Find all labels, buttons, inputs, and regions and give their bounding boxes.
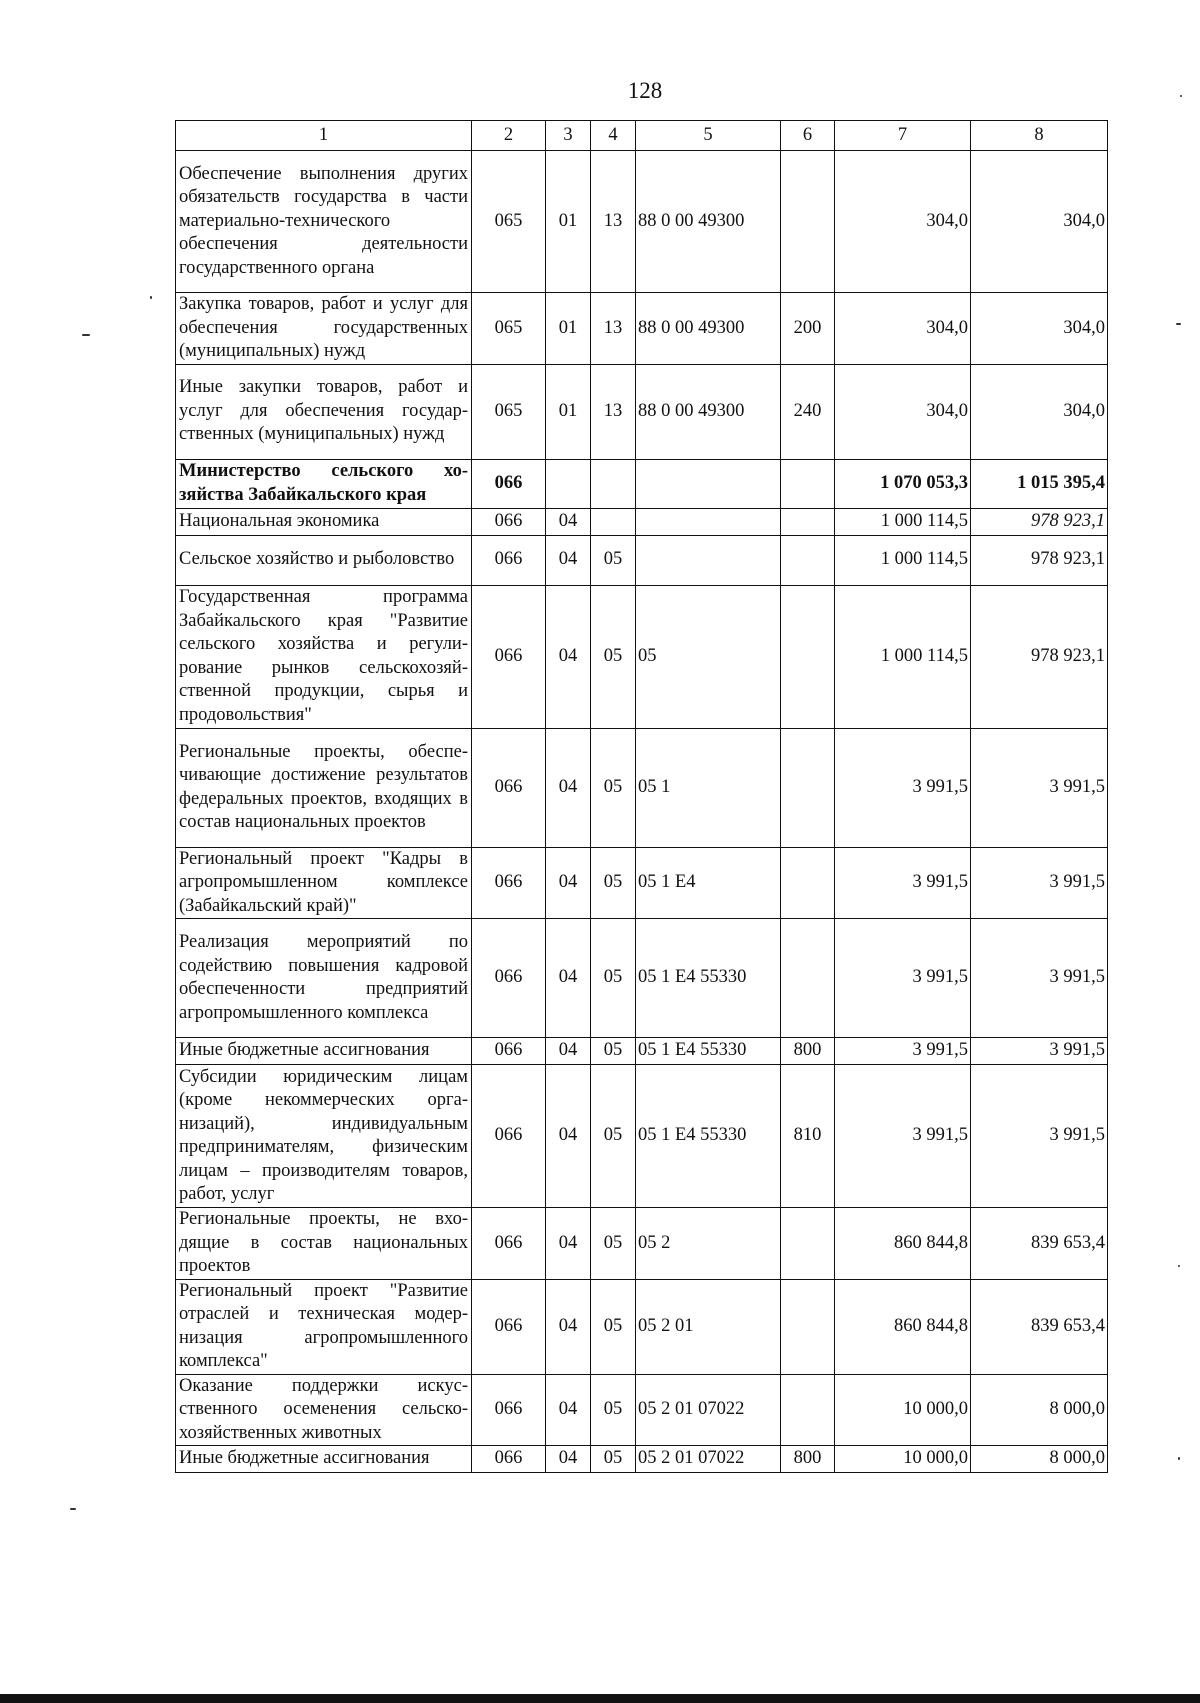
row-subsection-code: 13 <box>591 364 636 459</box>
scan-speck <box>1176 323 1181 325</box>
row-amount-col8: 3 991,5 <box>971 1038 1108 1065</box>
row-amount-col8: 304,0 <box>971 151 1108 293</box>
row-expense-type <box>781 535 835 585</box>
row-ministry-code: 066 <box>472 847 546 919</box>
row-expense-type: 200 <box>781 293 835 365</box>
row-subsection-code: 05 <box>591 1374 636 1446</box>
row-subsection-code: 13 <box>591 293 636 365</box>
row-name: Государственная программа Забайкальского края "Развитие сельского хозяйства и регулирование рынков сельскохозяйственной продукции, сырья и продовольствия" <box>176 585 472 728</box>
row-amount-col7: 3 991,5 <box>835 1065 971 1208</box>
row-amount-col7: 10 000,0 <box>835 1446 971 1473</box>
row-name: Обеспечение выполнения других обязательств государства в части материально-технического обеспечения деятельности государственного органа <box>176 151 472 293</box>
row-subsection-code: 13 <box>591 151 636 293</box>
budget-table <box>175 120 1108 1473</box>
row-amount-col8: 304,0 <box>971 293 1108 365</box>
row-subsection-code: 05 <box>591 1446 636 1473</box>
scan-speck <box>70 1508 76 1510</box>
row-ministry-code: 066 <box>472 535 546 585</box>
row-expense-type <box>781 459 835 508</box>
row-subsection-code: 05 <box>591 728 636 847</box>
row-ministry-code: 066 <box>472 508 546 535</box>
table-row <box>176 293 1108 365</box>
column-header-4: 4 <box>591 121 636 151</box>
table-row <box>176 585 1108 728</box>
row-ministry-code: 065 <box>472 364 546 459</box>
row-amount-col7: 304,0 <box>835 364 971 459</box>
row-amount-col7: 3 991,5 <box>835 919 971 1038</box>
row-subsection-code <box>591 459 636 508</box>
row-ministry-code: 066 <box>472 1038 546 1065</box>
row-section-code: 04 <box>546 1374 591 1446</box>
row-ministry-code: 066 <box>472 1279 546 1374</box>
row-subsection-code: 05 <box>591 535 636 585</box>
row-amount-col8: 3 991,5 <box>971 1065 1108 1208</box>
row-target-article: 05 1 Е4 55330 <box>636 1065 781 1208</box>
row-amount-col8: 3 991,5 <box>971 728 1108 847</box>
row-section-code: 04 <box>546 847 591 919</box>
column-header-6: 6 <box>781 121 835 151</box>
row-section-code: 04 <box>546 919 591 1038</box>
row-subsection-code: 05 <box>591 1065 636 1208</box>
row-expense-type: 810 <box>781 1065 835 1208</box>
row-amount-col7: 10 000,0 <box>835 1374 971 1446</box>
row-ministry-code: 066 <box>472 459 546 508</box>
row-name: Реализация мероприятий по содействию повышения кадровой обеспеченности предприятий агропромышленного комплекса <box>176 919 472 1038</box>
column-header-5: 5 <box>636 121 781 151</box>
row-expense-type <box>781 151 835 293</box>
row-ministry-code: 066 <box>472 919 546 1038</box>
row-expense-type <box>781 1374 835 1446</box>
row-target-article: 88 0 00 49300 <box>636 293 781 365</box>
column-header-1: 1 <box>176 121 472 151</box>
row-expense-type <box>781 1279 835 1374</box>
row-subsection-code <box>591 508 636 535</box>
row-expense-type <box>781 847 835 919</box>
row-subsection-code: 05 <box>591 919 636 1038</box>
row-amount-col7: 1 000 114,5 <box>835 535 971 585</box>
table-header-row <box>176 121 1108 151</box>
table-row <box>176 364 1108 459</box>
table-row <box>176 1065 1108 1208</box>
row-target-article: 05 1 Е4 55330 <box>636 919 781 1038</box>
row-target-article: 05 2 01 07022 <box>636 1446 781 1473</box>
row-section-code <box>546 459 591 508</box>
table-row <box>176 508 1108 535</box>
row-section-code: 04 <box>546 1446 591 1473</box>
row-subsection-code: 05 <box>591 1208 636 1280</box>
row-target-article <box>636 459 781 508</box>
row-section-code: 04 <box>546 585 591 728</box>
row-ministry-code: 066 <box>472 1374 546 1446</box>
table-row <box>176 459 1108 508</box>
row-amount-col8: 8 000,0 <box>971 1446 1108 1473</box>
row-amount-col8: 8 000,0 <box>971 1374 1108 1446</box>
table-row <box>176 1208 1108 1280</box>
table-row <box>176 1038 1108 1065</box>
row-name: Национальная экономика <box>176 508 472 535</box>
row-amount-col7: 1 070 053,3 <box>835 459 971 508</box>
table-row <box>176 1446 1108 1473</box>
row-section-code: 04 <box>546 728 591 847</box>
row-amount-col8: 304,0 <box>971 364 1108 459</box>
column-header-3: 3 <box>546 121 591 151</box>
row-section-code: 04 <box>546 535 591 585</box>
scan-bottom-edge <box>0 1694 1200 1703</box>
row-target-article: 05 1 Е4 <box>636 847 781 919</box>
row-name: Региональные проекты, обеспечивающие достижение результатов федеральных проектов, входящих в состав национальных проектов <box>176 728 472 847</box>
row-amount-col8: 978 923,1 <box>971 508 1108 535</box>
row-ministry-code: 066 <box>472 728 546 847</box>
row-name: Иные закупки товаров, работ и услуг для обеспечения государственных (муниципальных) нужд <box>176 364 472 459</box>
column-header-2: 2 <box>472 121 546 151</box>
scan-speck <box>1178 1457 1180 1460</box>
row-ministry-code: 066 <box>472 1208 546 1280</box>
row-name: Оказание поддержки искусственного осеменения сельскохозяйственных животных <box>176 1374 472 1446</box>
row-section-code: 04 <box>546 1038 591 1065</box>
row-expense-type <box>781 919 835 1038</box>
row-subsection-code: 05 <box>591 847 636 919</box>
row-name: Министерство сельского хозяйства Забайкальского края <box>176 459 472 508</box>
row-ministry-code: 066 <box>472 1065 546 1208</box>
row-expense-type <box>781 728 835 847</box>
row-name: Закупка товаров, работ и услуг для обеспечения государственных (муниципальных) нужд <box>176 293 472 365</box>
row-name: Субсидии юридическим лицам (кроме некоммерческих организаций), индивидуальным предпринимателям, физическим лицам – производителям товаров, работ, услуг <box>176 1065 472 1208</box>
row-target-article: 05 1 <box>636 728 781 847</box>
page-number: 128 <box>627 78 663 103</box>
row-name: Иные бюджетные ассигнования <box>176 1038 472 1065</box>
row-section-code: 01 <box>546 151 591 293</box>
row-section-code: 04 <box>546 1208 591 1280</box>
row-amount-col8: 839 653,4 <box>971 1208 1108 1280</box>
row-ministry-code: 066 <box>472 1446 546 1473</box>
table-row <box>176 847 1108 919</box>
row-expense-type <box>781 1208 835 1280</box>
row-amount-col8: 978 923,1 <box>971 585 1108 728</box>
row-amount-col7: 3 991,5 <box>835 847 971 919</box>
row-section-code: 01 <box>546 364 591 459</box>
row-section-code: 04 <box>546 508 591 535</box>
row-name: Иные бюджетные ассигнования <box>176 1446 472 1473</box>
column-header-8: 8 <box>971 121 1108 151</box>
row-expense-type: 800 <box>781 1446 835 1473</box>
scan-speck <box>1180 95 1182 97</box>
row-amount-col8: 1 015 395,4 <box>971 459 1108 508</box>
row-expense-type <box>781 585 835 728</box>
row-section-code: 04 <box>546 1065 591 1208</box>
table-row <box>176 151 1108 293</box>
row-name: Сельское хозяйство и рыболовство <box>176 535 472 585</box>
row-target-article: 05 2 01 <box>636 1279 781 1374</box>
row-amount-col7: 1 000 114,5 <box>835 585 971 728</box>
row-name: Региональный проект "Кадры в агропромышленном комплексе (Забайкальский край)" <box>176 847 472 919</box>
row-amount-col7: 304,0 <box>835 293 971 365</box>
row-amount-col7: 1 000 114,5 <box>835 508 971 535</box>
row-amount-col7: 304,0 <box>835 151 971 293</box>
table-row <box>176 919 1108 1038</box>
scan-speck <box>1178 1265 1180 1267</box>
row-target-article: 88 0 00 49300 <box>636 364 781 459</box>
row-subsection-code: 05 <box>591 585 636 728</box>
row-amount-col8: 839 653,4 <box>971 1279 1108 1374</box>
row-amount-col7: 3 991,5 <box>835 728 971 847</box>
row-target-article: 05 <box>636 585 781 728</box>
row-amount-col8: 978 923,1 <box>971 535 1108 585</box>
row-expense-type: 240 <box>781 364 835 459</box>
row-expense-type: 800 <box>781 1038 835 1065</box>
column-header-7: 7 <box>835 121 971 151</box>
row-target-article <box>636 535 781 585</box>
row-expense-type <box>781 508 835 535</box>
row-section-code: 04 <box>546 1279 591 1374</box>
table-row <box>176 535 1108 585</box>
row-amount-col7: 860 844,8 <box>835 1208 971 1280</box>
row-amount-col8: 3 991,5 <box>971 919 1108 1038</box>
row-target-article: 05 2 <box>636 1208 781 1280</box>
row-name: Региональные проекты, не входящие в состав национальных проектов <box>176 1208 472 1280</box>
row-subsection-code: 05 <box>591 1038 636 1065</box>
row-subsection-code: 05 <box>591 1279 636 1374</box>
row-amount-col8: 3 991,5 <box>971 847 1108 919</box>
table-row <box>176 1374 1108 1446</box>
row-target-article: 88 0 00 49300 <box>636 151 781 293</box>
row-section-code: 01 <box>546 293 591 365</box>
row-target-article: 05 1 Е4 55330 <box>636 1038 781 1065</box>
row-target-article <box>636 508 781 535</box>
row-ministry-code: 065 <box>472 151 546 293</box>
row-ministry-code: 065 <box>472 293 546 365</box>
table-row <box>176 728 1108 847</box>
row-name: Региональный проект "Развитие отраслей и техническая модернизация агропромышленного комплекса" <box>176 1279 472 1374</box>
scan-speck <box>150 296 152 299</box>
row-amount-col7: 3 991,5 <box>835 1038 971 1065</box>
row-target-article: 05 2 01 07022 <box>636 1374 781 1446</box>
table-row <box>176 1279 1108 1374</box>
row-amount-col7: 860 844,8 <box>835 1279 971 1374</box>
row-ministry-code: 066 <box>472 585 546 728</box>
scan-speck <box>82 334 90 336</box>
